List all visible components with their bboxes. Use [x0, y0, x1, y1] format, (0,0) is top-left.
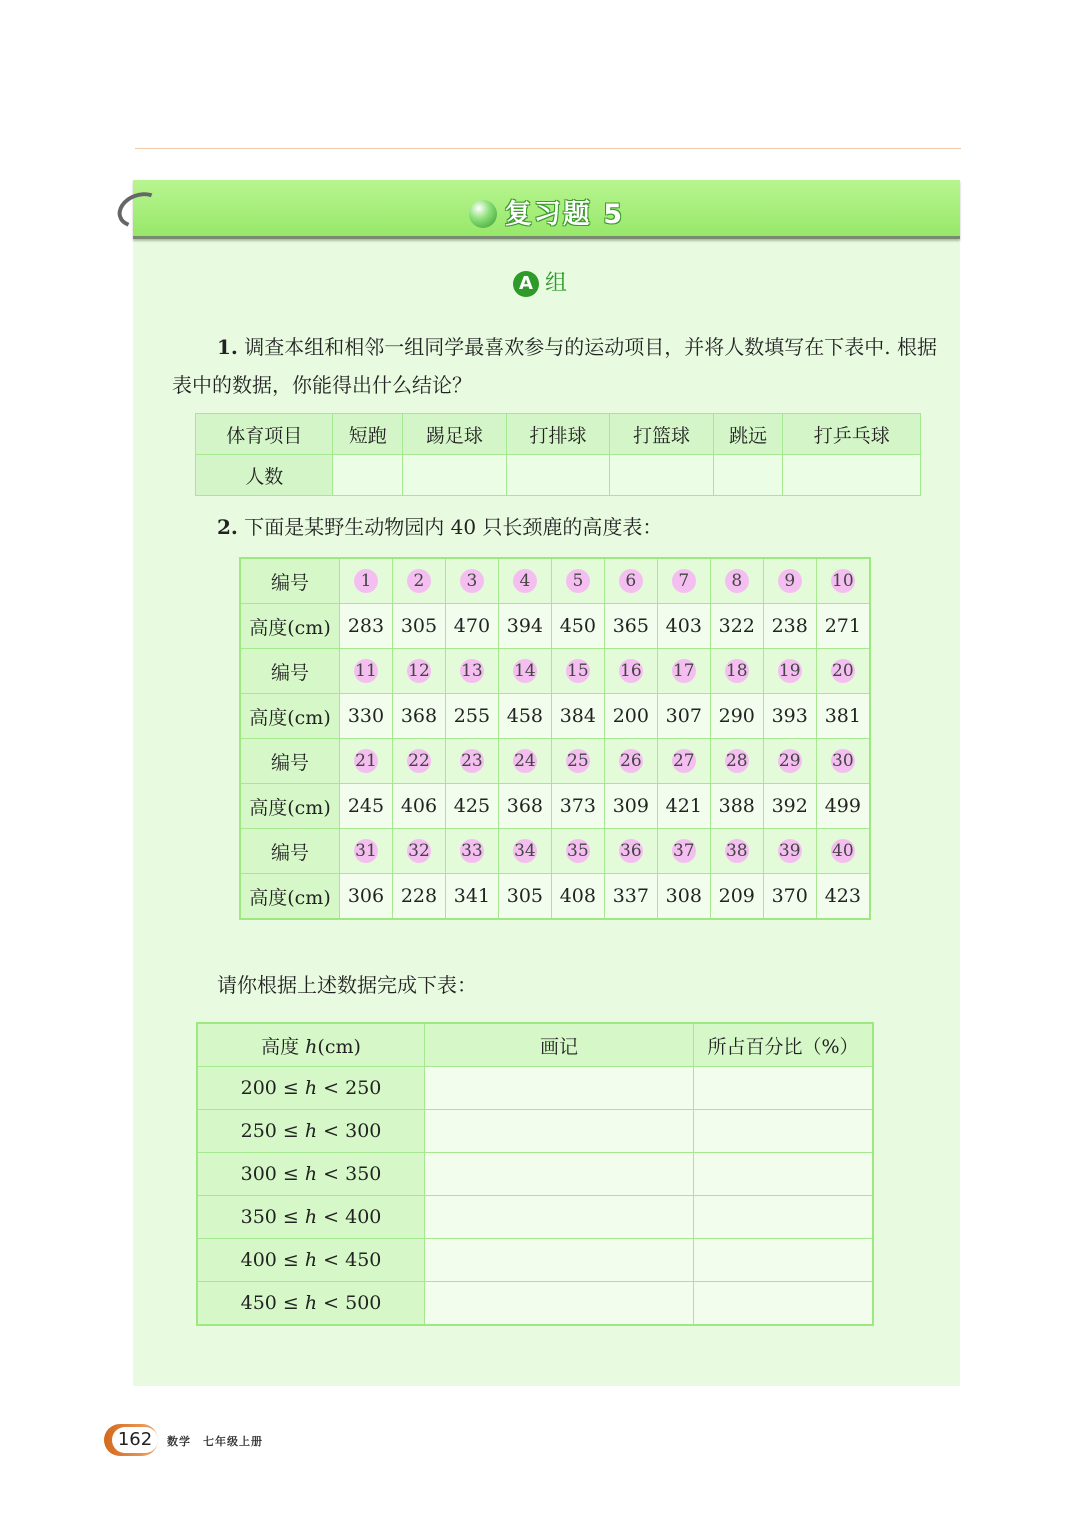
height-cell: 450: [551, 604, 604, 649]
id-cell: [657, 649, 710, 694]
height-cell: 381: [816, 694, 870, 739]
height-cell: 290: [710, 694, 763, 739]
table-row: [197, 1196, 873, 1239]
id-number: 37: [672, 841, 695, 861]
header-percent: 所占百分比（%）: [694, 1023, 874, 1067]
range-var: h: [304, 1120, 318, 1142]
id-number: 24: [514, 751, 536, 771]
id-cell: [340, 649, 393, 694]
range-var: h: [304, 1163, 318, 1185]
range-var: h: [304, 1077, 318, 1099]
id-number: 32: [408, 841, 430, 861]
question-number: 2.: [217, 515, 238, 539]
question-number: 1.: [217, 335, 238, 359]
header-height-unit: (cm): [317, 1035, 361, 1058]
question-2: [217, 508, 917, 546]
id-number: 20: [832, 661, 854, 681]
id-number: 3: [460, 569, 484, 593]
top-rule: [135, 148, 961, 149]
id-number: 6: [619, 569, 643, 593]
id-number: 16: [620, 661, 642, 681]
height-cell: 425: [445, 784, 498, 829]
height-cell: 470: [445, 604, 498, 649]
id-cell: [604, 649, 657, 694]
id-cell: [657, 829, 710, 874]
range-var: h: [304, 1206, 318, 1228]
blank-cell: [425, 1239, 694, 1282]
range-hi: < 250: [317, 1077, 382, 1099]
id-number: 10: [832, 571, 854, 591]
id-number: 40: [832, 841, 854, 861]
blank-cell: [403, 455, 507, 496]
blank-cell: [694, 1282, 874, 1326]
range-cell: [197, 1282, 425, 1326]
page-number: 162: [112, 1427, 158, 1453]
id-number: 28: [725, 751, 748, 771]
blank-cell: [425, 1196, 694, 1239]
range-hi: < 500: [317, 1292, 382, 1314]
banner-title-text: 复习题 5: [504, 199, 625, 230]
id-cell: [498, 558, 551, 604]
height-cell: 408: [551, 874, 604, 920]
id-number: 1: [354, 569, 378, 593]
height-cell: 305: [498, 874, 551, 920]
height-label: 高度(cm): [240, 604, 340, 649]
height-cell: 271: [816, 604, 870, 649]
id-cell: [445, 829, 498, 874]
blank-cell: [713, 455, 783, 496]
range-cell: [197, 1239, 425, 1282]
id-number: 5: [566, 569, 590, 593]
height-cell: 341: [445, 874, 498, 920]
id-cell: [816, 739, 870, 784]
id-cell: [763, 739, 816, 784]
table-header-cell: 体育项目: [196, 414, 333, 455]
height-cell: 238: [763, 604, 816, 649]
height-cell: 337: [604, 874, 657, 920]
height-cell: 309: [604, 784, 657, 829]
header-height-prefix: 高度: [261, 1035, 306, 1058]
range-hi: < 300: [317, 1120, 382, 1142]
blank-cell: [694, 1196, 874, 1239]
id-cell: [445, 558, 498, 604]
height-cell: 388: [710, 784, 763, 829]
height-row: [240, 874, 870, 920]
height-cell: 406: [392, 784, 445, 829]
banner-title: [133, 192, 960, 231]
id-cell: [710, 558, 763, 604]
height-cell: 403: [657, 604, 710, 649]
height-cell: 308: [657, 874, 710, 920]
id-number: 30: [832, 751, 854, 771]
section-banner: [133, 180, 960, 239]
id-number: 18: [725, 661, 748, 681]
id-number: 35: [567, 841, 589, 861]
table-row: [197, 1282, 873, 1326]
height-cell: 365: [604, 604, 657, 649]
id-row: [240, 558, 870, 604]
id-cell: [657, 558, 710, 604]
range-hi: < 350: [317, 1163, 382, 1185]
green-ball-icon: [469, 200, 497, 228]
id-number: 23: [461, 751, 483, 771]
id-cell: [340, 829, 393, 874]
id-cell: [340, 739, 393, 784]
id-cell: [551, 649, 604, 694]
question-1: [172, 328, 942, 404]
id-label: 编号: [240, 829, 340, 874]
id-cell: [763, 649, 816, 694]
id-number: 34: [514, 841, 536, 861]
height-cell: 200: [604, 694, 657, 739]
table-header-cell: 打乒乓球: [783, 414, 921, 455]
height-cell: 370: [763, 874, 816, 920]
id-cell: [392, 829, 445, 874]
id-cell: [604, 829, 657, 874]
id-cell: [551, 558, 604, 604]
id-number: 39: [778, 841, 801, 861]
group-heading: [0, 266, 1080, 297]
height-cell: 393: [763, 694, 816, 739]
header-height: [197, 1023, 425, 1067]
height-label: 高度(cm): [240, 784, 340, 829]
blank-cell: [694, 1110, 874, 1153]
range-lo: 250 ≤: [240, 1120, 305, 1142]
question-text: 调查本组和相邻一组同学最喜欢参与的运动项目，并将人数填写在下表中. 根据表中的数据，你能得出什么结论？: [172, 335, 937, 397]
height-cell: 305: [392, 604, 445, 649]
header-tally: 画记: [425, 1023, 694, 1067]
id-cell: [392, 649, 445, 694]
id-cell: [340, 558, 393, 604]
blank-cell: [694, 1067, 874, 1110]
id-number: 19: [778, 661, 801, 681]
range-cell: [197, 1067, 425, 1110]
table-header-cell: 短跑: [333, 414, 403, 455]
id-cell: [445, 739, 498, 784]
range-hi: < 400: [317, 1206, 382, 1228]
id-number: 9: [778, 569, 802, 593]
id-cell: [763, 558, 816, 604]
height-cell: 458: [498, 694, 551, 739]
range-hi: < 450: [317, 1249, 382, 1271]
id-cell: [498, 649, 551, 694]
height-label: 高度(cm): [240, 874, 340, 920]
id-number: 8: [725, 569, 749, 593]
height-cell: 283: [340, 604, 393, 649]
id-cell: [763, 829, 816, 874]
id-label: 编号: [240, 558, 340, 604]
id-number: 26: [620, 751, 642, 771]
blank-cell: [425, 1282, 694, 1326]
range-var: h: [304, 1292, 318, 1314]
height-cell: 330: [340, 694, 393, 739]
id-number: 7: [672, 569, 696, 593]
id-number: 38: [725, 841, 748, 861]
id-number: 29: [778, 751, 801, 771]
table-row-header: 人数: [196, 455, 333, 496]
id-number: 4: [513, 569, 537, 593]
id-number: 12: [408, 661, 430, 681]
blank-cell: [783, 455, 921, 496]
height-cell: 384: [551, 694, 604, 739]
blank-cell: [610, 455, 714, 496]
height-cell: 228: [392, 874, 445, 920]
id-number: 27: [672, 751, 695, 771]
id-cell: [710, 649, 763, 694]
blank-cell: [425, 1110, 694, 1153]
id-cell: [498, 739, 551, 784]
range-var: h: [304, 1249, 318, 1271]
height-row: [240, 604, 870, 649]
table-header-cell: 打排球: [506, 414, 610, 455]
id-number: 21: [355, 751, 377, 771]
range-lo: 450 ≤: [240, 1292, 305, 1314]
id-number: 14: [514, 661, 536, 681]
table-row: [197, 1153, 873, 1196]
range-cell: [197, 1110, 425, 1153]
id-cell: [551, 829, 604, 874]
range-lo: 350 ≤: [240, 1206, 305, 1228]
blank-cell: [694, 1239, 874, 1282]
id-cell: [710, 829, 763, 874]
table-header-cell: 打篮球: [610, 414, 714, 455]
id-number: 11: [355, 661, 377, 681]
height-cell: 306: [340, 874, 393, 920]
table-row: [197, 1239, 873, 1282]
question-3-prompt: 请你根据上述数据完成下表：: [217, 973, 477, 997]
height-cell: 307: [657, 694, 710, 739]
blank-cell: [333, 455, 403, 496]
id-number: 17: [672, 661, 695, 681]
id-number: 36: [620, 841, 642, 861]
height-cell: 209: [710, 874, 763, 920]
blank-cell: [694, 1153, 874, 1196]
range-cell: [197, 1153, 425, 1196]
height-cell: 322: [710, 604, 763, 649]
id-number: 15: [567, 661, 589, 681]
table-header-cell: 跳远: [713, 414, 783, 455]
height-label: 高度(cm): [240, 694, 340, 739]
id-number: 22: [408, 751, 430, 771]
id-cell: [392, 558, 445, 604]
height-cell: 394: [498, 604, 551, 649]
height-row: [240, 784, 870, 829]
id-cell: [816, 829, 870, 874]
id-cell: [551, 739, 604, 784]
id-cell: [604, 558, 657, 604]
id-cell: [657, 739, 710, 784]
table-row: [197, 1110, 873, 1153]
height-row: [240, 694, 870, 739]
height-cell: 368: [392, 694, 445, 739]
id-number: 33: [461, 841, 483, 861]
height-cell: 368: [498, 784, 551, 829]
id-cell: [710, 739, 763, 784]
id-number: 31: [355, 841, 377, 861]
range-cell: [197, 1196, 425, 1239]
id-cell: [816, 558, 870, 604]
header-height-var: h: [305, 1035, 318, 1058]
height-cell: 423: [816, 874, 870, 920]
id-row: [240, 829, 870, 874]
table-row: [197, 1067, 873, 1110]
id-row: [240, 739, 870, 784]
id-cell: [816, 649, 870, 694]
sports-table: [195, 413, 921, 496]
id-cell: [498, 829, 551, 874]
blank-cell: [425, 1153, 694, 1196]
height-cell: 245: [340, 784, 393, 829]
group-badge: A: [513, 271, 539, 297]
id-cell: [392, 739, 445, 784]
height-cell: 499: [816, 784, 870, 829]
id-row: [240, 649, 870, 694]
height-cell: 392: [763, 784, 816, 829]
blank-cell: [425, 1067, 694, 1110]
table-header-cell: 踢足球: [403, 414, 507, 455]
frequency-table: [196, 1022, 874, 1326]
height-cell: 255: [445, 694, 498, 739]
id-number: 2: [407, 569, 431, 593]
height-cell: 373: [551, 784, 604, 829]
height-cell: 421: [657, 784, 710, 829]
range-lo: 200 ≤: [240, 1077, 305, 1099]
id-label: 编号: [240, 649, 340, 694]
giraffe-height-table: [239, 557, 871, 920]
question-text: 下面是某野生动物园内 40 只长颈鹿的高度表：: [244, 515, 663, 539]
id-label: 编号: [240, 739, 340, 784]
book-title: 数学 七年级上册: [167, 1435, 263, 1448]
id-number: 25: [567, 751, 589, 771]
id-number: 13: [461, 661, 483, 681]
range-lo: 400 ≤: [240, 1249, 305, 1271]
blank-cell: [506, 455, 610, 496]
group-label: 组: [544, 271, 567, 296]
id-cell: [445, 649, 498, 694]
id-cell: [604, 739, 657, 784]
range-lo: 300 ≤: [240, 1163, 305, 1185]
